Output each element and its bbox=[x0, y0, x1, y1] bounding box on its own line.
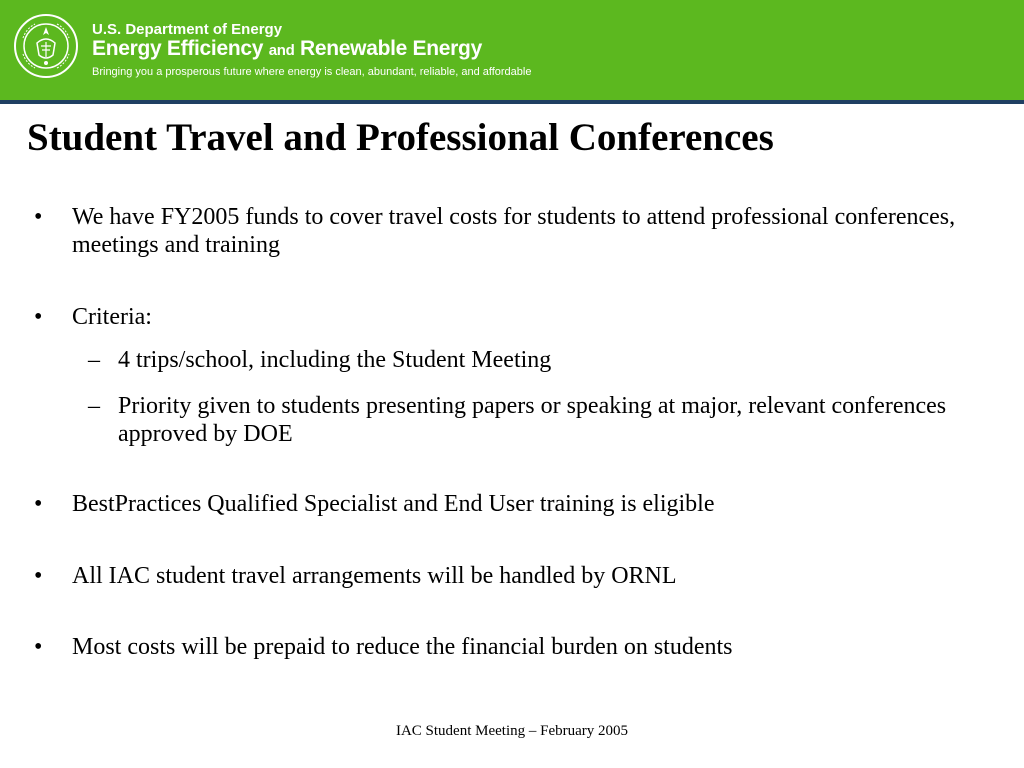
bullet-symbol: • bbox=[34, 634, 43, 660]
sub-bullet-text: 4 trips/school, including the Student Meeting bbox=[118, 347, 552, 373]
bullet-text: We have FY2005 funds to cover travel costs for students to attend professional conferences, meetings and training bbox=[72, 204, 956, 258]
bullet-text: Criteria: bbox=[72, 304, 152, 330]
bullet-text: BestPractices Qualified Specialist and End User training is eligible bbox=[72, 491, 715, 517]
agency-name: U.S. Department of Energy bbox=[92, 21, 283, 38]
doe-seal-icon bbox=[13, 13, 79, 79]
program-name-part1: Energy Efficiency bbox=[92, 37, 264, 60]
bullet-symbol: • bbox=[34, 563, 43, 589]
sub-bullet-symbol: – bbox=[88, 393, 100, 419]
header-divider bbox=[0, 100, 1024, 104]
slide-title: Student Travel and Professional Conferences bbox=[27, 116, 774, 159]
sub-bullet-text: Priority given to students presenting papers or speaking at major, relevant conferences approved by DOE bbox=[118, 393, 947, 447]
bullet-symbol: • bbox=[34, 491, 43, 517]
bullet-symbol: • bbox=[34, 204, 43, 230]
program-name-part2: Renewable Energy bbox=[300, 37, 482, 60]
bullet-text: Most costs will be prepaid to reduce the financial burden on students bbox=[72, 634, 733, 660]
footer-text: IAC Student Meeting – February 2005 bbox=[395, 723, 629, 739]
bullet-text: All IAC student travel arrangements will be handled by ORNL bbox=[72, 563, 677, 589]
tagline: Bringing you a prosperous future where energy is clean, abundant, reliable, and affordable bbox=[92, 66, 532, 78]
program-name bbox=[92, 37, 482, 61]
slide-footer bbox=[0, 723, 1024, 740]
bullet-symbol: • bbox=[34, 304, 43, 330]
sub-bullet-symbol: – bbox=[88, 347, 100, 373]
program-name-and: and bbox=[268, 42, 295, 59]
